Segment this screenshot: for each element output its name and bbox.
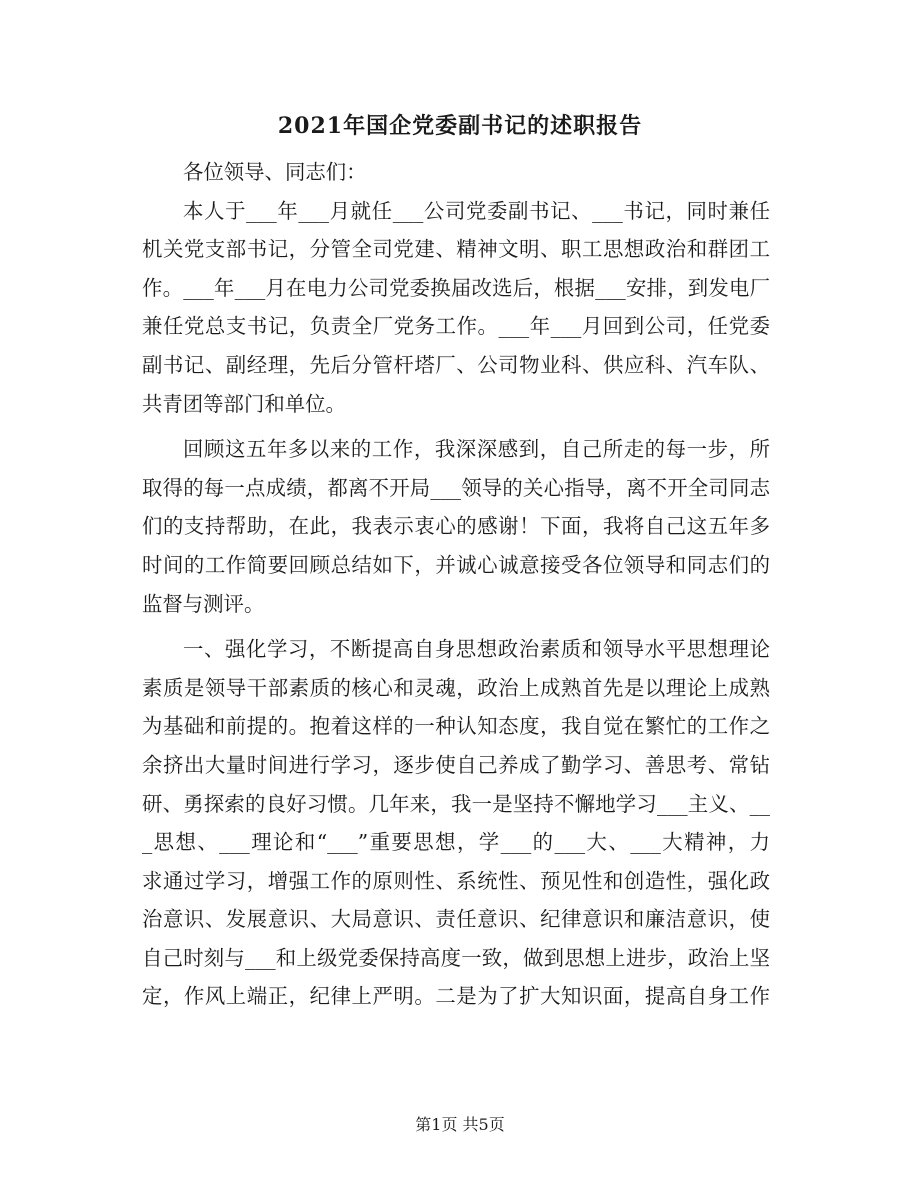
paragraph-line: 副书记、副经理，先后分管杆塔厂、公司物业科、供应科、汽车队、 xyxy=(142,352,770,377)
greeting-line: 各位领导、同志们： xyxy=(183,160,367,184)
paragraph-line: 定，作风上端正，纪律上严明。二是为了扩大知识面，提高自身工作 xyxy=(142,984,770,1009)
paragraph-line: 作。___年___月在电力公司党委换届改选后，根据___安排，到发电厂 xyxy=(142,275,770,300)
document-body xyxy=(142,153,770,1016)
paragraph-line: 余挤出大量时间进行学习，逐步使自己养成了勤学习、善思考、常钻 xyxy=(142,752,770,777)
paragraph-line: 机关党支部书记，分管全司党建、精神文明、职工思想政治和群团工 xyxy=(142,237,770,262)
paragraph-line: 一、强化学习，不断提高自身思想政治素质和领导水平思想理论 xyxy=(183,637,770,662)
document-title: 2021年国企党委副书记的述职报告 xyxy=(277,113,643,139)
paragraph-line: 取得的每一点成绩，都离不开局___领导的关心指导，离不开全司同志 xyxy=(142,475,770,500)
page-footer: 第1页 共5页 xyxy=(415,1115,505,1134)
paragraph-2 xyxy=(142,430,770,623)
paragraph-line: 监督与测评。 xyxy=(142,591,265,616)
paragraph-line: 求通过学习，增强工作的原则性、系统性、预见性和创造性，强化政 xyxy=(142,868,770,893)
paragraph-line: 们的支持帮助，在此，我表示衷心的感谢！下面，我将自己这五年多 xyxy=(142,514,770,539)
paragraph-line: 回顾这五年多以来的工作，我深深感到，自己所走的每一步，所 xyxy=(183,437,770,462)
paragraph-line: 研、勇探索的良好习惯。几年来，我一是坚持不懈地学习___主义、__ xyxy=(142,791,770,816)
paragraph-3 xyxy=(142,630,770,1016)
paragraph-line: 兼任党总支书记，负责全厂党务工作。___年___月回到公司，任党委 xyxy=(142,314,770,339)
paragraph-line: _思想、___理论和“___”重要思想，学___的___大、___大精神，力 xyxy=(142,830,770,855)
paragraph-line: 共青团等部门和单位。 xyxy=(142,391,346,416)
paragraph-line: 本人于___年___月就任___公司党委副书记、___书记，同时兼任 xyxy=(183,198,770,223)
paragraph-line: 治意识、发展意识、大局意识、责任意识、纪律意识和廉洁意识，使 xyxy=(142,907,770,932)
paragraph-line: 素质是领导干部素质的核心和灵魂，政治上成熟首先是以理论上成熟 xyxy=(142,675,770,700)
paragraph-1 xyxy=(142,192,770,424)
paragraph-line: 时间的工作简要回顾总结如下，并诚心诚意接受各位领导和同志们的 xyxy=(142,552,770,577)
paragraph-line: 为基础和前提的。抱着这样的一种认知态度，我自觉在繁忙的工作之 xyxy=(142,714,770,739)
paragraph-line: 自己时刻与___和上级党委保持高度一致，做到思想上进步，政治上坚 xyxy=(142,945,770,970)
